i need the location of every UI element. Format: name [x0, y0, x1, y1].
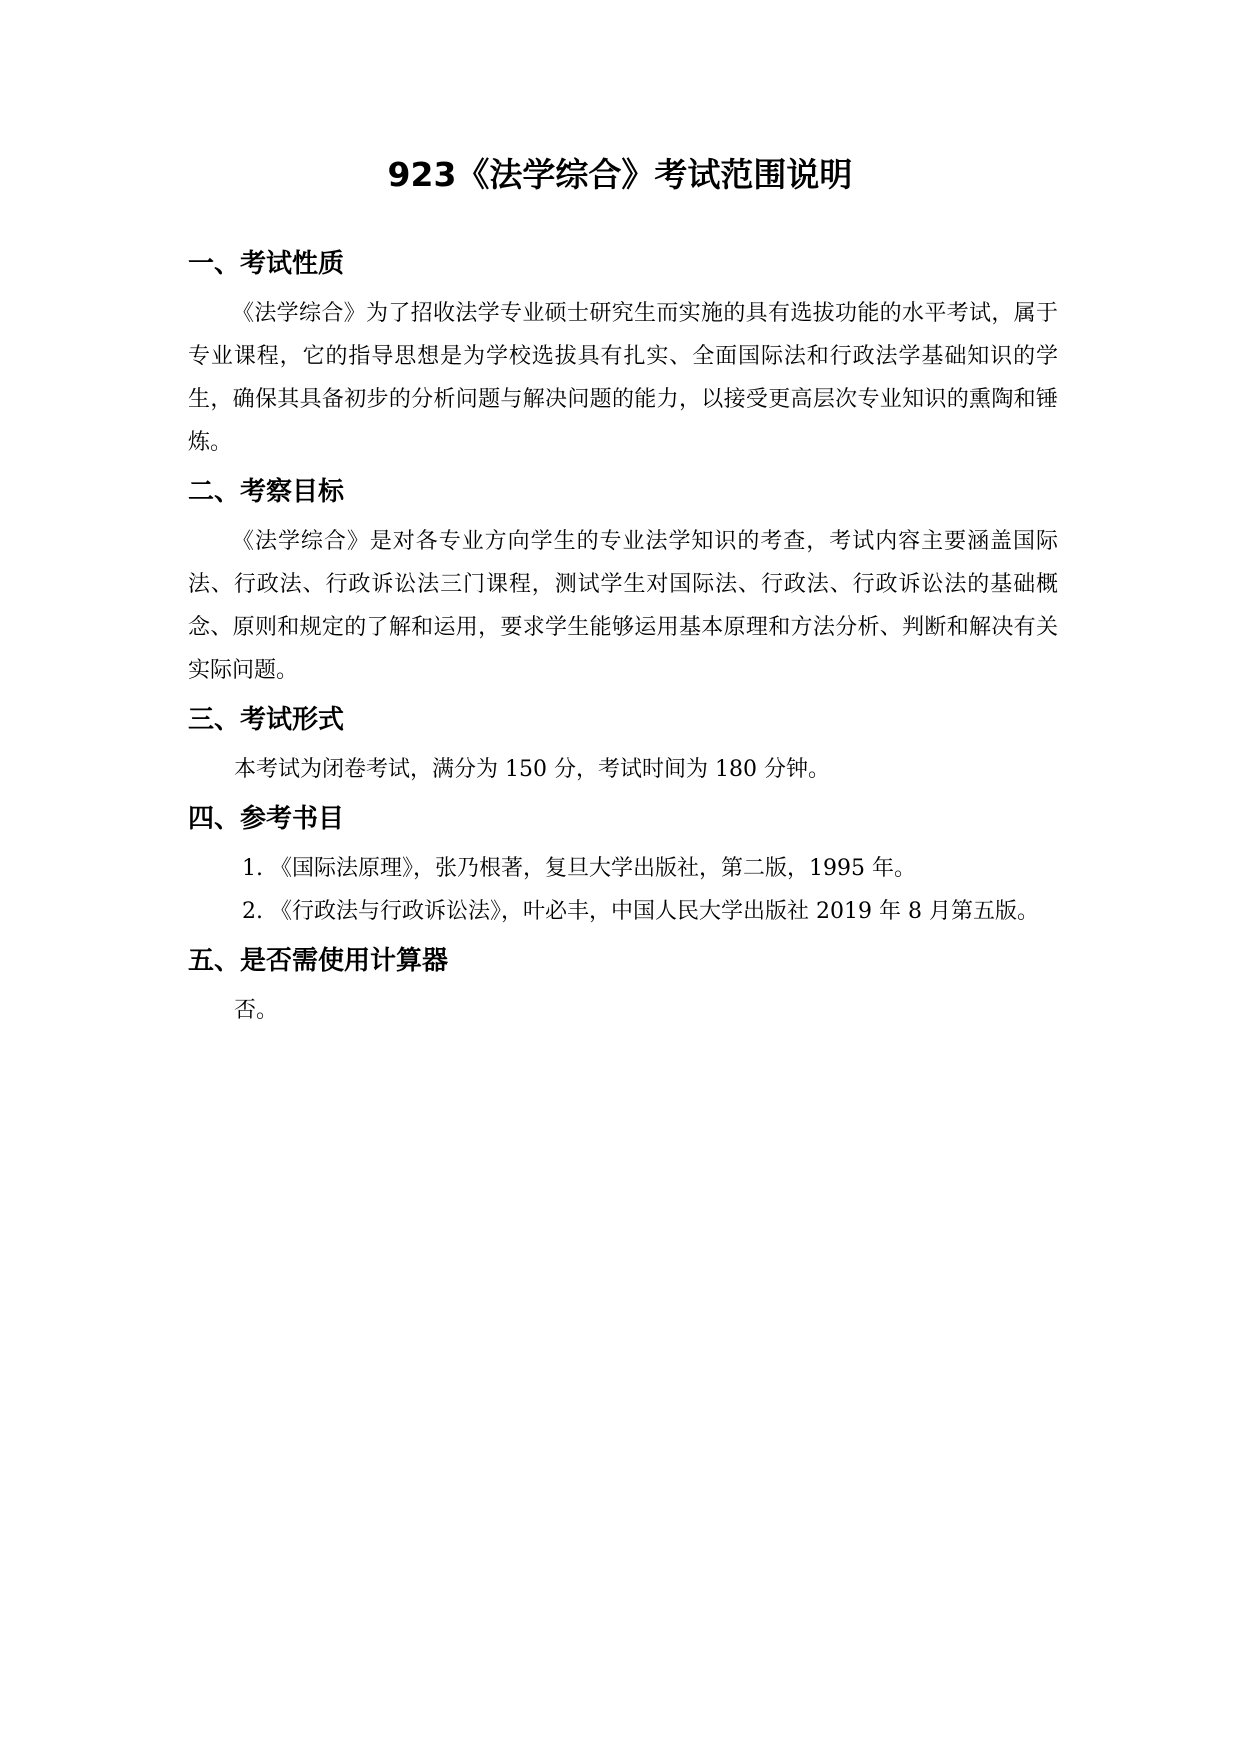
section-paragraph: 《法学综合》为了招收法学专业硕士研究生而实施的具有选拔功能的水平考试，属于专业课程，它的指导思想是为学校选拔具有扎实、全面国际法和行政法学基础知识的学生，确保其具备初步的分析问题与解决问题的能力，以接受更高层次专业知识的熏陶和锤炼。 — [188, 301, 1058, 455]
section-heading: 一、考试性质 — [188, 249, 345, 279]
reference-item: 1. 《国际法原理》，张乃根著，复旦大学出版社，第二版，1995 年。 — [242, 856, 916, 881]
page-title: 923《法学综合》考试范围说明 — [387, 155, 853, 194]
section-calculator — [188, 941, 1058, 1032]
section-heading: 四、参考书目 — [188, 804, 345, 834]
section-paragraph: 《法学综合》是对各专业方向学生的专业法学知识的考查，考试内容主要涵盖国际法、行政法、行政诉讼法三门课程，测试学生对国际法、行政法、行政诉讼法的基础概念、原则和规定的了解和运用，要求学生能够运用基本原理和方法分析、判断和解决有关实际问题。 — [188, 529, 1058, 683]
document-body — [188, 244, 1058, 1040]
section-heading: 三、考试形式 — [188, 705, 345, 735]
section-reference-books — [188, 799, 1058, 933]
section-paragraph: 本考试为闭卷考试，满分为 150 分，考试时间为 180 分钟。 — [234, 757, 830, 782]
section-exam-nature — [188, 244, 1058, 464]
section-heading: 五、是否需使用计算器 — [188, 946, 449, 976]
section-exam-objectives — [188, 472, 1058, 692]
section-heading: 二、考察目标 — [188, 477, 345, 507]
section-paragraph: 否。 — [234, 998, 279, 1023]
reference-list — [188, 847, 1058, 933]
section-exam-format — [188, 700, 1058, 791]
reference-item: 2. 《行政法与行政诉讼法》，叶必丰，中国人民大学出版社 2019 年 8 月第五版。 — [242, 899, 1039, 924]
